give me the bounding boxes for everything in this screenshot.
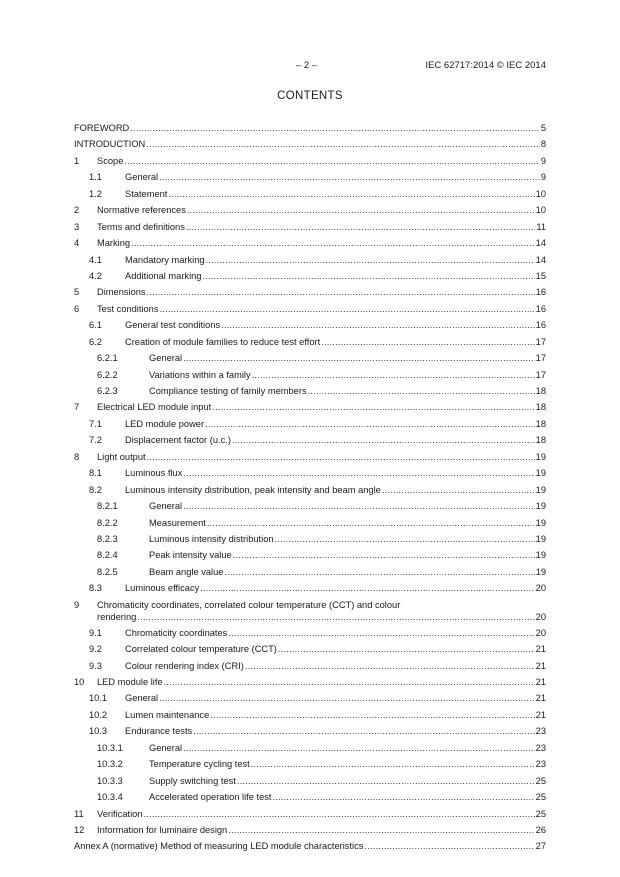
toc-entry-title: Additional marking [125, 270, 202, 281]
toc-entry[interactable] [74, 399, 546, 415]
toc-entry-number: 10.3.4 [97, 792, 123, 803]
toc-entry-page: 27 [535, 841, 546, 852]
toc-entry[interactable] [74, 268, 546, 284]
toc-entry-page: 19 [535, 468, 546, 479]
toc-entry-title-line1: Chromaticity coordinates, correlated colour temperature (CCT) and colour [97, 599, 401, 610]
toc-entry-number: 6.2.1 [97, 353, 118, 364]
toc-entry-page: 16 [535, 320, 546, 331]
toc-entry-page: 17 [535, 353, 546, 364]
toc-entry-title: Light output [97, 451, 146, 462]
toc-entry[interactable] [74, 822, 546, 838]
toc-entry-page: 26 [535, 824, 546, 835]
dot-leader [224, 567, 534, 577]
toc-entry[interactable] [74, 367, 546, 383]
toc-entry-title: LED module power [125, 418, 205, 429]
toc-entry[interactable] [74, 153, 546, 169]
toc-entry[interactable] [74, 641, 546, 657]
toc-entry-title: Accelerated operation life test [149, 792, 272, 803]
toc-entry[interactable] [74, 202, 546, 218]
toc-entry[interactable] [74, 674, 546, 690]
dot-leader [202, 271, 534, 281]
toc-entry-page: 19 [535, 517, 546, 528]
dot-leader [137, 612, 534, 622]
toc-entry-page: 18 [535, 435, 546, 446]
dot-leader [210, 710, 534, 720]
toc-entry[interactable] [74, 564, 546, 580]
toc-entry-number: 4 [74, 238, 80, 249]
dot-leader [187, 205, 535, 215]
toc-entry[interactable] [74, 334, 546, 350]
toc-entry-title: Beam angle value [149, 566, 224, 577]
toc-entry[interactable] [74, 515, 546, 531]
toc-entry[interactable] [74, 806, 546, 822]
toc-entry-number: 6.2.2 [97, 369, 118, 380]
toc-entry-title: Mandatory marking [125, 254, 205, 265]
toc-entry-title: Luminous intensity distribution, peak intensity and beam angle [125, 484, 381, 495]
toc-entry-title: Verification [97, 808, 143, 819]
toc-entry-title: General [149, 742, 183, 753]
toc-entry-title: Supply switching test [149, 775, 236, 786]
toc-entry[interactable] [74, 317, 546, 333]
toc-entry-page: 21 [535, 644, 546, 655]
toc-entry-title: General test conditions [125, 320, 221, 331]
toc-entry[interactable] [74, 169, 546, 185]
toc-entry-title: Marking [97, 238, 131, 249]
toc-entry[interactable] [74, 531, 546, 547]
toc-entry[interactable] [74, 301, 546, 317]
toc-entry-page: 25 [535, 808, 546, 819]
toc-entry[interactable] [74, 789, 546, 805]
toc-entry[interactable] [74, 136, 546, 152]
toc-entry[interactable] [74, 773, 546, 789]
toc-entry-number: 7.2 [89, 435, 102, 446]
toc-entry-number: 6.1 [89, 320, 102, 331]
dot-leader [206, 255, 535, 265]
toc-entry[interactable] [74, 482, 546, 498]
toc-entry-number: 9 [74, 599, 80, 610]
dot-leader [221, 320, 535, 330]
dot-leader [147, 452, 535, 462]
toc-entry-number: 7.1 [89, 418, 102, 429]
dot-leader [183, 501, 535, 511]
page-header [0, 60, 620, 74]
toc-entry-title: LED module life [97, 677, 163, 687]
toc-entry-number: 3 [74, 221, 80, 232]
toc-entry-title: Displacement factor (u.c.) [125, 435, 231, 446]
dot-leader [146, 139, 540, 149]
toc-entry-page: 19 [535, 550, 546, 561]
dot-leader [245, 661, 535, 671]
toc-entry-page: 17 [535, 369, 546, 380]
toc-entry[interactable] [74, 252, 546, 268]
toc-entry-title: FOREWORD [74, 123, 130, 133]
dot-leader [228, 825, 534, 835]
toc-entry[interactable] [74, 625, 546, 641]
toc-entry-number: 10.3 [89, 726, 108, 737]
toc-entry-page: 16 [535, 287, 546, 298]
toc-entry-page: 19 [535, 566, 546, 577]
toc-entry-title: General [125, 693, 159, 704]
toc-entry-page: 15 [535, 270, 546, 281]
toc-entry-title: Compliance testing of family members [149, 386, 307, 396]
toc-entry-title: Electrical LED module input [97, 402, 212, 413]
toc-entry-page: 21 [535, 677, 546, 687]
toc-entry-title: Variations within a family [149, 369, 251, 380]
toc-entry-title: Test conditions [97, 303, 159, 314]
toc-entry-page: 18 [535, 418, 546, 429]
toc-entry-page: 8 [540, 139, 546, 150]
toc-entry-title: Correlated colour temperature (CCT) [125, 644, 277, 655]
toc-entry-title: Luminous efficacy [125, 583, 200, 594]
dot-leader [278, 644, 535, 654]
toc-entry[interactable] [74, 350, 546, 366]
toc-entry[interactable] [74, 547, 546, 563]
toc-entry-page: 20 [535, 611, 546, 622]
dot-leader [183, 468, 534, 478]
toc-entry-title: Dimensions [97, 287, 146, 298]
dot-leader [183, 743, 535, 753]
toc-entry-page: 16 [535, 303, 546, 314]
dot-leader [228, 628, 534, 638]
dot-leader [205, 419, 535, 429]
toc-entry-number: 12 [74, 824, 85, 835]
document-id: IEC 62717:2014 © IEC 2014 [425, 60, 546, 71]
toc-entry-title: Terms and definitions [97, 221, 185, 232]
toc-entry[interactable] [74, 597, 546, 625]
dot-leader [272, 792, 534, 802]
toc-entry-number: 10.1 [89, 693, 108, 704]
toc-entry-page: 19 [535, 451, 546, 462]
toc-entry-number: 10 [74, 677, 85, 687]
toc-entry-number: 10.3.2 [97, 759, 123, 770]
toc-entry-number: 2 [74, 205, 80, 216]
dot-leader [143, 809, 534, 819]
dot-leader [186, 222, 535, 232]
toc-entry-title: Information for luminaire design [97, 824, 228, 835]
toc-entry-page: 25 [535, 775, 546, 786]
toc-entry-number: 7 [74, 402, 80, 413]
toc-entry-title: Peak intensity value [149, 550, 232, 561]
toc-entry-number: 8.2.5 [97, 566, 118, 577]
dot-leader [275, 534, 535, 544]
dot-leader [183, 353, 535, 363]
toc-entry-page: 25 [535, 792, 546, 803]
dot-leader [251, 759, 535, 769]
toc-entry-page: 11 [536, 221, 546, 232]
dot-leader [147, 287, 535, 297]
toc-entry-number: 9.1 [89, 627, 102, 638]
dot-leader [252, 370, 535, 380]
toc-entry-number: 1.1 [89, 172, 102, 183]
toc-entry[interactable] [74, 838, 546, 854]
toc-entry[interactable] [74, 449, 546, 465]
dot-leader [212, 402, 534, 412]
toc-entry[interactable] [74, 658, 546, 674]
toc-entry-number: 1 [74, 155, 80, 166]
dot-leader [364, 841, 534, 851]
toc-entry-number: 10.3.1 [97, 742, 123, 753]
dot-leader [164, 677, 535, 687]
dot-leader [193, 726, 534, 736]
toc-entry-page: 23 [535, 726, 546, 737]
toc-entry-page: 19 [535, 533, 546, 544]
toc-entry-title: rendering [97, 611, 137, 622]
dot-leader [159, 172, 540, 182]
toc-entry-title: Annex A (normative) Method of measuring LED module characteristics [74, 841, 364, 852]
toc-entry-page: 23 [535, 759, 546, 770]
toc-entry[interactable] [74, 120, 546, 136]
toc-entry-page: 9 [540, 172, 546, 183]
toc-entry[interactable] [74, 416, 546, 432]
dot-leader [237, 776, 535, 786]
toc-entry[interactable] [74, 186, 546, 202]
page-number: – 2 – [296, 60, 318, 71]
toc-entry-title: General [149, 353, 183, 364]
toc-entry[interactable] [74, 740, 546, 756]
toc-entry-number: 10.2 [89, 709, 108, 720]
toc-entry-title: Measurement [149, 517, 206, 528]
toc-entry-title: Scope [97, 155, 124, 166]
dot-leader [130, 123, 540, 133]
toc-entry-number: 8 [74, 451, 80, 462]
toc-entry-page: 10 [535, 188, 546, 199]
toc-entry-page: 18 [535, 402, 546, 413]
toc-entry-number: 8.1 [89, 468, 102, 479]
toc-entry-number: 9.3 [89, 660, 102, 671]
toc-entry-number: 6 [74, 303, 80, 314]
toc-entry-number: 6.2.3 [97, 386, 118, 396]
toc-entry-title: Creation of module families to reduce test effort [125, 336, 321, 347]
toc-entry[interactable] [74, 756, 546, 772]
toc-entry-title: Chromaticity coordinates [125, 627, 228, 638]
toc-entry-title: General [149, 501, 183, 512]
dot-leader [382, 485, 535, 495]
toc-entry-number: 8.3 [89, 583, 102, 594]
toc-entry-number: 9.2 [89, 644, 102, 655]
toc-entry-title: Statement [125, 188, 168, 199]
dot-leader [233, 550, 535, 560]
toc-entry-page: 18 [535, 386, 546, 396]
toc-entry-title: Luminous intensity distribution [149, 533, 274, 544]
dot-leader [168, 189, 534, 199]
toc-entry-number: 8.2.2 [97, 517, 118, 528]
toc-entry[interactable] [74, 235, 546, 251]
toc-entry-number: 8.2.1 [97, 501, 118, 512]
toc-entry-page: 21 [535, 693, 546, 704]
toc-entry-page: 19 [535, 501, 546, 512]
toc-entry-page: 14 [535, 254, 546, 265]
dot-leader [160, 304, 535, 314]
toc-entry[interactable] [74, 465, 546, 481]
toc-entry-title: General [125, 172, 159, 183]
toc-entry-page: 21 [535, 660, 546, 671]
toc-entry-page: 19 [535, 484, 546, 495]
toc-entry-number: 5 [74, 287, 80, 298]
toc-entry-number: 8.2 [89, 484, 102, 495]
toc-entry[interactable] [74, 580, 546, 596]
toc-entry[interactable] [74, 690, 546, 706]
toc-entry-page: 9 [540, 155, 546, 166]
dot-leader [159, 693, 535, 703]
toc-entry-title: Colour rendering index (CRI) [125, 660, 244, 671]
toc-entry-page: 20 [535, 627, 546, 638]
toc-entry[interactable] [74, 707, 546, 723]
toc-entry-page: 5 [540, 123, 546, 133]
toc-entry-number: 11 [74, 808, 84, 819]
toc-entry-page: 14 [535, 238, 546, 249]
toc-entry-page: 17 [535, 336, 546, 347]
toc-entry-title: Lumen maintenance [125, 709, 210, 720]
toc-entry-page: 23 [535, 742, 546, 753]
dot-leader [200, 583, 534, 593]
dot-leader [321, 337, 534, 347]
toc-entry-page: 21 [535, 709, 546, 720]
dot-leader [131, 238, 535, 248]
toc-entry-number: 6.2 [89, 336, 102, 347]
toc-entry-number: 8.2.3 [97, 533, 118, 544]
toc-entry[interactable] [74, 432, 546, 448]
toc-entry[interactable] [74, 284, 546, 300]
toc-entry[interactable] [74, 723, 546, 739]
toc-entry[interactable] [74, 383, 546, 399]
toc-entry-title: Endurance tests [125, 726, 193, 737]
toc-entry-number: 10.3.3 [97, 775, 123, 786]
toc-entry[interactable] [74, 219, 546, 235]
toc-entry-title: Normative references [97, 205, 186, 216]
table-of-contents [74, 120, 546, 855]
dot-leader [232, 435, 535, 445]
dot-leader [124, 156, 539, 166]
toc-entry-title: INTRODUCTION [74, 139, 146, 150]
toc-entry-title: Temperature cycling test [149, 759, 250, 770]
toc-entry-title: Luminous flux [125, 468, 183, 479]
toc-entry-number: 8.2.4 [97, 550, 118, 561]
toc-entry-number: 4.2 [89, 270, 102, 281]
page-title: CONTENTS [277, 90, 343, 102]
dot-leader [207, 518, 535, 528]
toc-entry-number: 4.1 [89, 254, 102, 265]
toc-entry-page: 20 [535, 583, 546, 594]
toc-entry[interactable] [74, 498, 546, 514]
toc-entry-page: 10 [535, 205, 546, 216]
toc-entry-number: 1.2 [89, 188, 102, 199]
dot-leader [308, 386, 535, 396]
